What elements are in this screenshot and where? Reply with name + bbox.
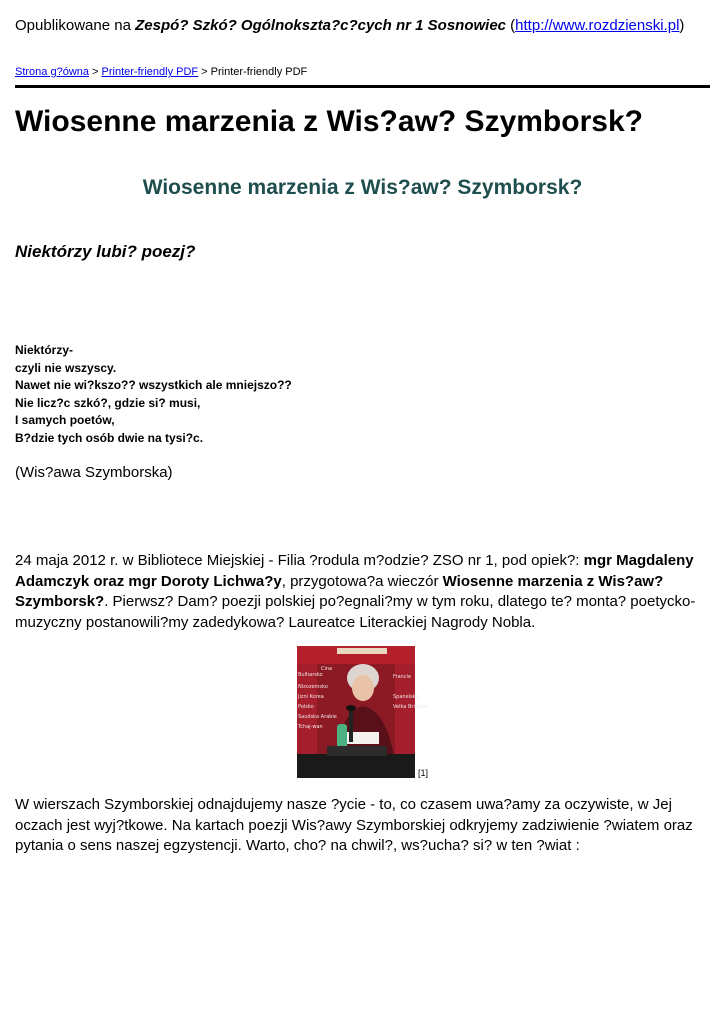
- breadcrumb: [15, 66, 307, 78]
- paragraph-text: . Pierwsz? Dam? poezji polskiej po?egnali?my w tym roku, dlatego te? monta? poetycko-muzyczny postanowili?my zadedykowa? Laureatce Literackiej Nagrody Nobla.: [15, 593, 696, 631]
- breadcrumb-separator: >: [198, 66, 211, 78]
- published-on-line: [15, 17, 684, 34]
- site-url-close: ): [679, 17, 685, 34]
- banner-word: Tchaj-wan: [298, 724, 323, 730]
- article-subtitle: Niektórzy lubi? poezj?: [15, 242, 196, 261]
- intro-paragraph: W wierszach Szymborskiej odnajdujemy nasze ?ycie - to, co czasem uwa?amy za oczywiste, w Jej oczach jest wyj?tkowe. Na kartach poezji Wis?awy Szymborskiej odkryjemy zadziwienie ?wiatem oraz pytania o sens naszej egzystencji. Warto, cho? na chwil?, ws?ucha? si? w ten ?wiat :: [15, 796, 693, 854]
- poem-line: I samych poetów,: [15, 413, 115, 427]
- footnote-ref: [1]: [418, 768, 429, 778]
- paragraph-text: , przygotowa?a wieczór: [281, 572, 443, 590]
- article-heading: Wiosenne marzenia z Wis?aw? Szymborsk?: [142, 176, 583, 199]
- published-prefix: Opublikowane na: [15, 17, 136, 34]
- event-title: Wiosenne marzenia z Wis?aw? Szymborsk?: [15, 572, 664, 610]
- banner-word: Spanelsko: [393, 694, 419, 700]
- site-url-link[interactable]: http://www.rozdzienski.pl: [515, 17, 680, 34]
- banner-word: Jizni Korea: [298, 694, 324, 700]
- banner-word: Saudska Arabie: [298, 714, 337, 720]
- banner-word: Nizozemsko: [298, 684, 328, 690]
- header-divider: [15, 85, 710, 88]
- poem-line: Nie licz?c szkó?, gdzie si? musi,: [15, 395, 201, 410]
- photo-image: [297, 646, 428, 778]
- poem-quote: [15, 342, 292, 447]
- teachers-names: mgr Magdaleny Adamczyk oraz mgr Doroty Lichwa?y: [15, 552, 694, 590]
- breadcrumb-current: Printer-friendly PDF: [210, 66, 308, 78]
- poem-line: czyli nie wszyscy.: [15, 360, 117, 375]
- site-url-open: (: [506, 17, 516, 34]
- breadcrumb-pdf-link[interactable]: Printer-friendly PDF: [101, 66, 199, 78]
- event-paragraph: [15, 551, 710, 633]
- poem-line: B?dzie tych osób dwie na tysi?c.: [15, 430, 204, 445]
- banner-word: Polsko: [298, 704, 314, 710]
- site-name: Zespó? Szkó? Ogólnoksztа?c?cych nr 1 Sosnowiec: [135, 17, 506, 34]
- szymborska-photo: [297, 646, 428, 778]
- breadcrumb-home-link[interactable]: Strona g?ówna: [15, 66, 89, 78]
- banner-word: Velka Britanie: [393, 704, 428, 710]
- page-title: Wiosenne marzenia z Wis?aw? Szymborsk?: [15, 105, 643, 138]
- paragraph-text: 24 maja 2012 r. w Bibliotece Miejskiej - Filia ?rodula m?odzie? ZSO nr 1, pod opiek?:: [15, 552, 584, 569]
- banner-word: Francie: [393, 674, 412, 680]
- banner-word: Bulharsko: [298, 672, 323, 678]
- banner-word: Cina: [321, 666, 333, 672]
- breadcrumb-separator: >: [89, 66, 102, 78]
- poem-line: Niektórzy-: [15, 343, 74, 357]
- poem-author: (Wis?awa Szymborska): [15, 464, 173, 481]
- poem-line: Nawet nie wi?kszo?? wszystkich ale mniejszo??: [15, 378, 292, 392]
